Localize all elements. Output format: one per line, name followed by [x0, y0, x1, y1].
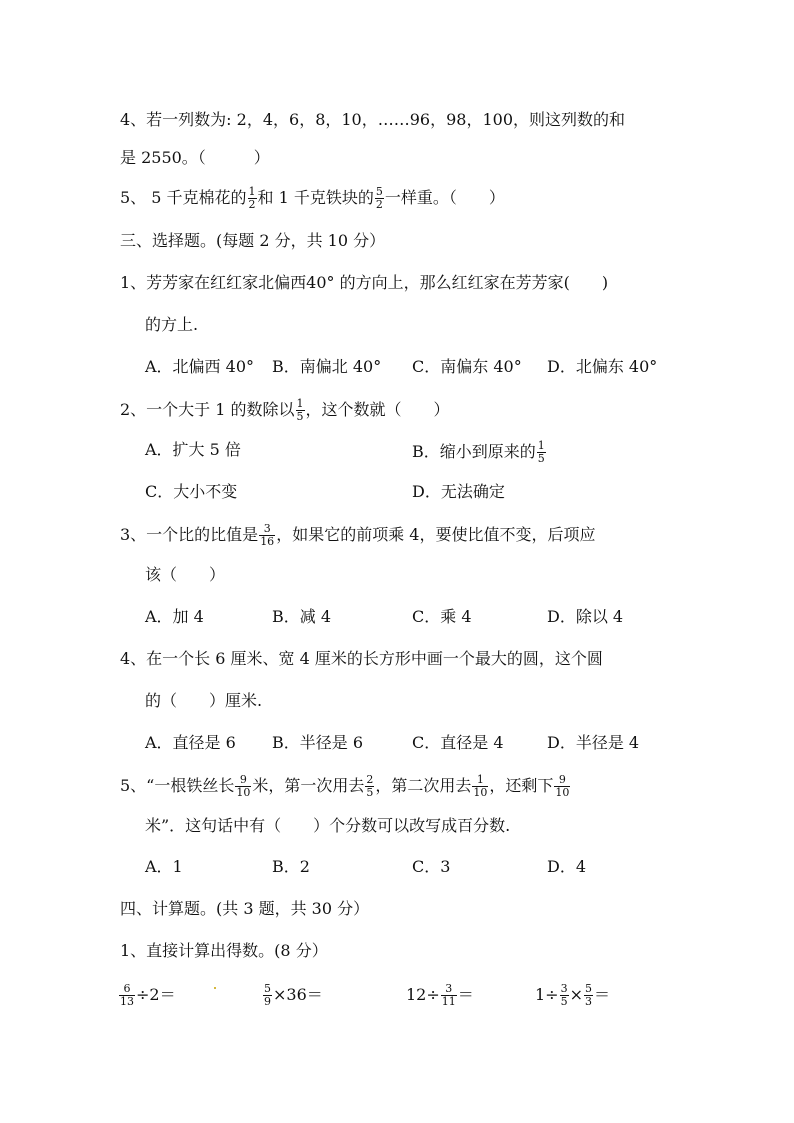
calc-q1-title: 1、直接计算出得数。(8 分）	[120, 941, 328, 960]
fraction-9-10	[554, 774, 570, 799]
fraction-1-5	[296, 398, 305, 423]
fraction-numerator: 5	[375, 185, 383, 198]
choice-q1-option-d: D．北偏东 40°	[547, 357, 658, 376]
fraction-denominator: 2	[248, 198, 256, 211]
judge-q5	[120, 186, 505, 211]
calc-item-3-pre: 12÷	[406, 985, 440, 1004]
calc-item-4-text: ＝	[594, 985, 611, 1004]
fraction-numerator: 2	[366, 773, 374, 786]
choice-q3-option-c: C．乘 4	[412, 607, 472, 626]
fraction-1-10	[472, 774, 488, 799]
choice-q2-option-d: D．无法确定	[412, 482, 505, 501]
choice-q5-line2: 米”．这句话中有（ ）个分数可以改写成百分数.	[145, 816, 511, 835]
calc-item-3-text: ＝	[457, 985, 474, 1004]
fraction-1-2	[248, 186, 257, 211]
fraction-numerator: 3	[560, 982, 568, 995]
choice-q2-option-b	[412, 440, 547, 465]
choice-q3-option-b: B．减 4	[272, 607, 332, 626]
fraction-9-10	[235, 774, 251, 799]
calc-item-4-mid: ×	[569, 985, 583, 1004]
choice-q3-line1	[120, 523, 595, 548]
fraction-numerator: 1	[248, 185, 256, 198]
fraction-numerator: 9	[554, 774, 570, 787]
fraction-denominator: 16	[260, 535, 275, 548]
fraction-2-5	[365, 774, 374, 799]
choice-q4-option-a: A．直径是 6	[145, 733, 236, 752]
fraction-denominator: 10	[473, 786, 488, 799]
choice-q3-option-a: A．加 4	[145, 607, 204, 626]
fraction-numerator: 1	[472, 774, 488, 787]
fraction-denominator: 11	[441, 995, 456, 1008]
choice-q5-text1: 米，第一次用去	[252, 776, 365, 795]
choice-q5-option-c: C．3	[412, 857, 451, 876]
section4-title: 四、计算题。(共 3 题，共 30 分）	[120, 899, 370, 918]
fraction-5-3	[584, 983, 593, 1008]
choice-q1-option-c: C．南偏东 40°	[412, 357, 522, 376]
judge-q4-line1: 4、若一列数为: 2，4，6，8，10，……96，98，100，则这列数的和	[120, 110, 625, 129]
calc-item-4	[535, 983, 610, 1008]
choice-q2-option-a: A．扩大 5 倍	[145, 440, 241, 459]
choice-q4-option-c: C．直径是 4	[412, 733, 504, 752]
fraction-numerator: 1	[296, 397, 304, 410]
choice-q2-pre: 2、一个大于 1 的数除以	[120, 400, 295, 419]
choice-q5-text2: ，第二次用去	[375, 776, 472, 795]
choice-q3-post: ，如果它的前项乘 4，要使比值不变，后项应	[276, 525, 596, 544]
judge-q5-mid: 和 1 千克铁块的	[257, 188, 374, 207]
calc-item-1-text: ÷2＝	[136, 985, 176, 1004]
fraction-denominator: 2	[375, 198, 383, 211]
calc-item-3	[406, 983, 474, 1008]
calc-item-4-pre: 1÷	[535, 985, 559, 1004]
choice-q4-line1: 4、在一个长 6 厘米、宽 4 厘米的长方形中画一个最大的圆，这个圆	[120, 649, 603, 668]
stray-mark	[214, 987, 216, 989]
fraction-1-5	[537, 440, 546, 465]
choice-q1-option-a: A．北偏西 40°	[145, 357, 255, 376]
fraction-5-2	[375, 186, 384, 211]
fraction-numerator: 1	[537, 439, 545, 452]
fraction-numerator: 5	[264, 982, 271, 995]
fraction-denominator: 5	[537, 452, 545, 465]
choice-q4-line2: 的（ ）厘米.	[145, 691, 263, 710]
choice-q5-option-a: A．1	[145, 857, 183, 876]
fraction-numerator: 6	[119, 983, 135, 996]
choice-q4-option-d: D．半径是 4	[547, 733, 640, 752]
fraction-3-16	[259, 523, 275, 548]
choice-q4-option-b: B．半径是 6	[272, 733, 364, 752]
judge-q5-post: 一样重。（ ）	[384, 188, 505, 207]
fraction-numerator: 3	[259, 523, 275, 536]
choice-q2-option-c: C．大小不变	[145, 482, 238, 501]
fraction-denominator: 9	[264, 995, 271, 1008]
choice-q5-text3: ，还剩下	[489, 776, 554, 795]
fraction-denominator: 10	[555, 786, 570, 799]
choice-q1-line2: 的方上.	[145, 315, 199, 334]
fraction-numerator: 5	[585, 982, 592, 995]
fraction-numerator: 3	[441, 983, 457, 996]
choice-q3-option-d: D．除以 4	[547, 607, 624, 626]
fraction-denominator: 3	[585, 995, 592, 1008]
judge-q4-line2: 是 2550。（ ）	[120, 148, 270, 167]
fraction-denominator: 5	[366, 786, 374, 799]
section3-title: 三、选择题。(每题 2 分，共 10 分）	[120, 231, 386, 250]
choice-q1-line1: 1、芳芳家在红红家北偏西40° 的方向上，那么红红家在芳芳家( )	[120, 273, 609, 292]
fraction-3-11	[441, 983, 457, 1008]
fraction-denominator: 5	[296, 410, 304, 423]
choice-q5-option-d: D．4	[547, 857, 587, 876]
choice-q5-option-b: B．2	[272, 857, 310, 876]
fraction-3-5	[560, 983, 569, 1008]
choice-q3-pre: 3、一个比的比值是	[120, 525, 259, 544]
fraction-denominator: 10	[236, 786, 251, 799]
fraction-denominator: 13	[120, 995, 134, 1008]
fraction-5-9	[263, 983, 272, 1008]
choice-q2-line1	[120, 398, 450, 423]
fraction-denominator: 5	[560, 995, 568, 1008]
fraction-6-13	[119, 983, 135, 1008]
calc-item-1	[118, 983, 176, 1008]
choice-q5-pre: 5、“一根铁丝长	[120, 776, 235, 795]
choice-q5-line1	[120, 774, 571, 799]
choice-q2-post: ，这个数就（ ）	[305, 400, 450, 419]
choice-q3-line2: 该（ ）	[145, 565, 226, 584]
fraction-numerator: 9	[235, 774, 251, 787]
judge-q5-pre: 5、 5 千克棉花的	[120, 188, 247, 207]
calc-item-2	[262, 983, 323, 1008]
choice-q1-option-b: B．南偏北 40°	[272, 357, 382, 376]
choice-q2-option-b-text: B．缩小到原来的	[412, 442, 536, 461]
calc-item-2-text: ×36＝	[273, 985, 323, 1004]
